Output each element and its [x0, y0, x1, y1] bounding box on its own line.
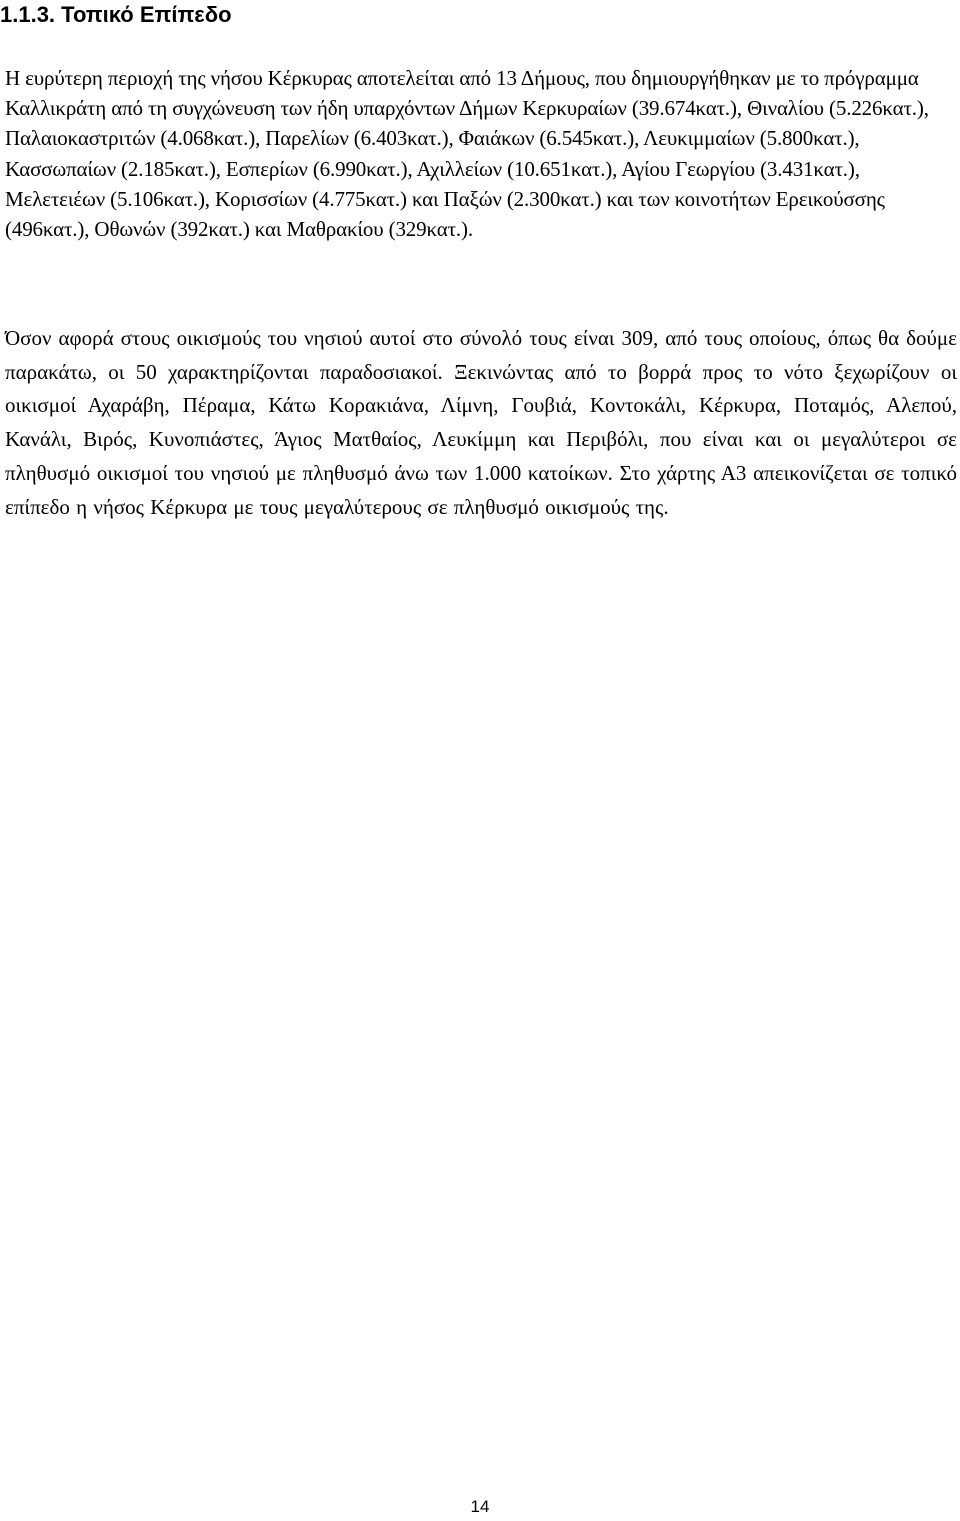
- section-heading: 1.1.3. Τοπικό Επίπεδο: [0, 2, 232, 27]
- paragraph-municipalities: Η ευρύτερη περιοχή της νήσου Κέρκυρας αποτελείται από 13 Δήμους, που δημιουργήθηκαν με το πρόγραμμα Καλλικράτη από τη συγχώνευση των ήδη υπαρχόντων Δήμων Κερκυραίων (39.674κατ.), Θιναλίου (5.226κατ.), Παλαιοκαστριτών (4.068κατ.), Παρελίων (6.403κατ.), Φαιάκων (6.545κατ.), Λευκιμμαίων (5.800κατ.), Κασσωπαίων (2.185κατ.), Εσπερίων (6.990κατ.), Αχιλλείων (10.651κατ.), Αγίου Γεωργίου (3.431κατ.), Μελετειέων (5.106κατ.), Κορισσίων (4.775κατ.) και Παξών (2.300κατ.) και των κοινοτήτων Ερεικούσσης (496κατ.), Οθωνών (392κατ.) και Μαθρακίου (329κατ.).: [5, 66, 929, 242]
- paragraph-settlements: Όσον αφορά στους οικισμούς του νησιού αυτοί στο σύνολό τους είναι 309, από τους οποίους, όπως θα δούμε παρακάτω, οι 50 χαρακτηρίζονται παραδοσιακοί. Ξεκινώντας από το βορρά προς το νότο ξεχωρίζουν οι οικισμοί Αχαράβη, Πέραμα, Κάτω Κορακιάνα, Λίμνη, Γουβιά, Κοντοκάλι, Κέρκυρα, Ποταμός, Αλεπού, Κανάλι, Βιρός, Κυνοπιάστες, Άγιος Ματθαίος, Λευκίμμη και Περιβόλι, που είναι και οι μεγαλύτεροι σε πληθυσμό οικισμοί του νησιού με πληθυσμό άνω των 1.000 κατοίκων. Στο χάρτης Α3 απεικονίζεται σε τοπικό επίπεδο η νήσος Κέρκυρα με τους μεγαλύτερους σε πληθυσμό οικισμούς της.: [5, 326, 957, 519]
- page-number: 14: [470, 1497, 490, 1516]
